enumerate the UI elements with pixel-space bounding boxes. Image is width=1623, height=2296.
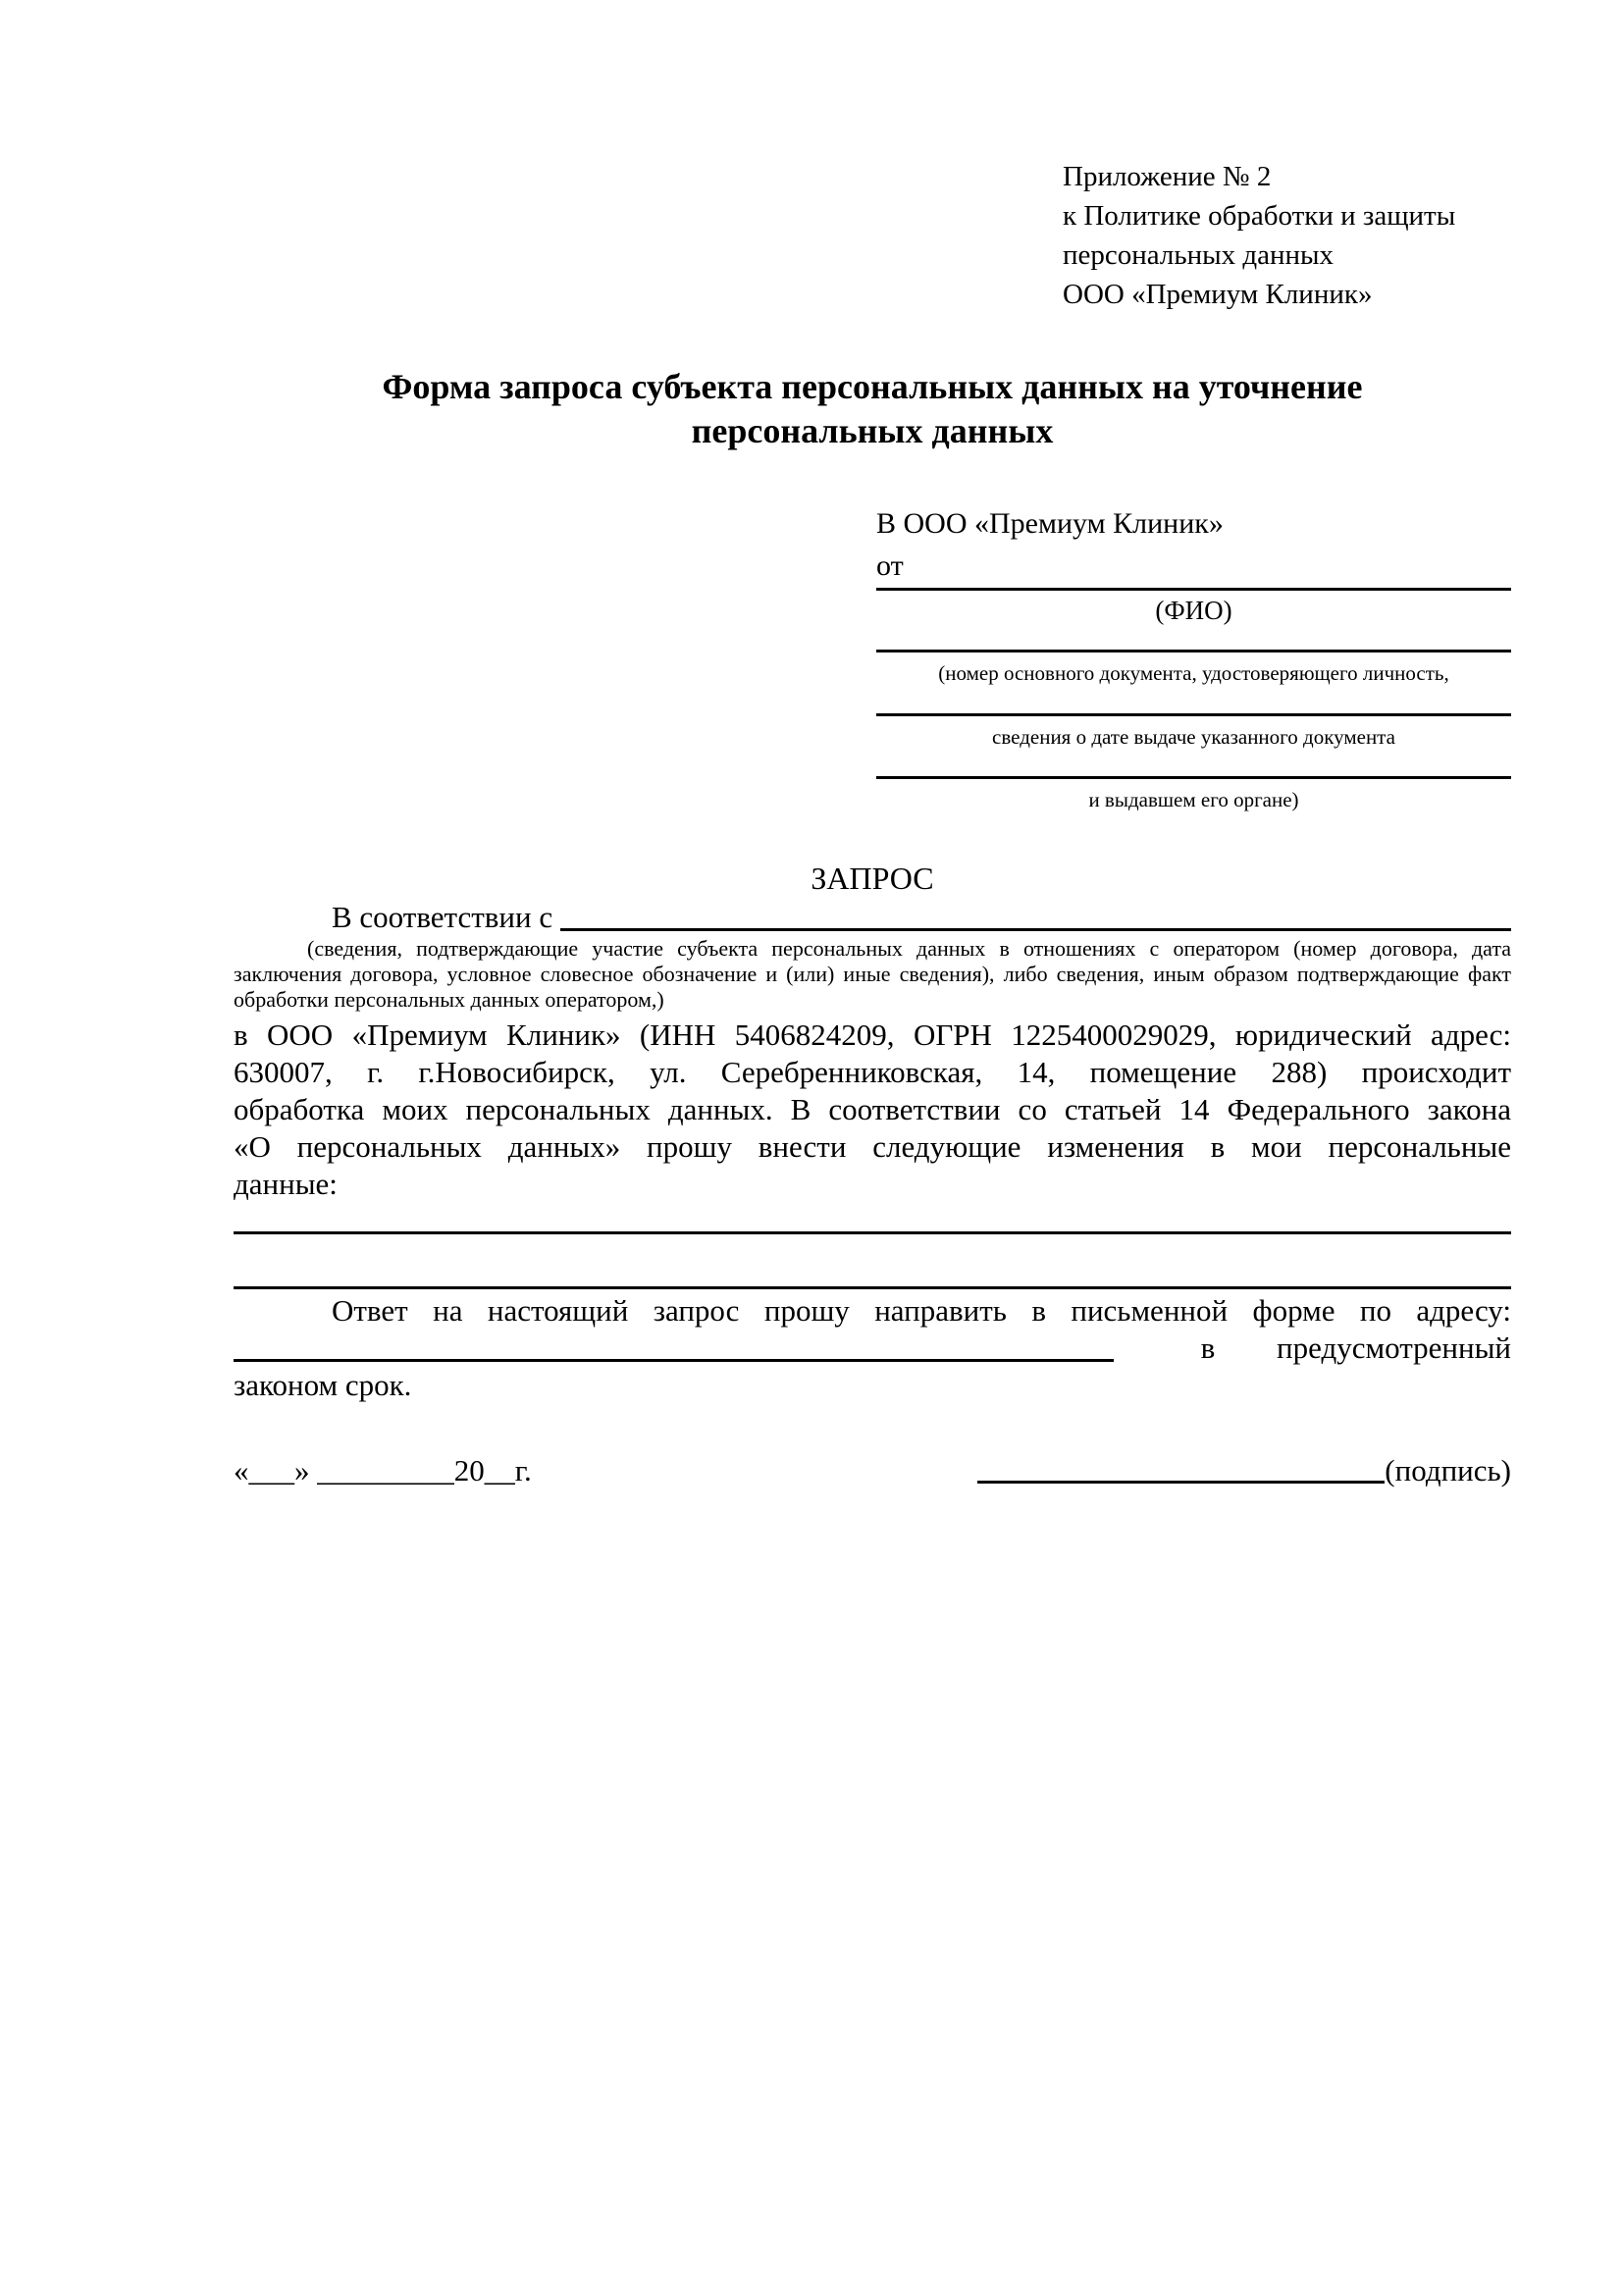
changes-blank-line-1[interactable] — [234, 1231, 1511, 1234]
doc-number-blank-line[interactable] — [876, 650, 1511, 652]
appendix-line-2: к Политике обработки и защиты — [1063, 200, 1456, 232]
issue-date-caption: сведения о дате выдаче указанного документа — [992, 725, 1395, 749]
address-blank-line[interactable] — [234, 1359, 1114, 1362]
reply-line-2-text: в предусмотренный — [1200, 1331, 1511, 1365]
title-line-2: персональных данных — [691, 411, 1054, 450]
request-body-line-2: 630007, г. г.Новосибирск, ул. Серебренниковская, 14, помещение 288) происходит — [234, 1055, 1511, 1089]
request-intro-text: В соответствии с — [332, 900, 553, 934]
appendix-line-3: персональных данных — [1063, 239, 1335, 271]
basis-caption — [234, 936, 1511, 1013]
basis-caption-line-1: (сведения, подтверждающие участие субъекта персональных данных в отношениях с оператором (номер договора, дата — [307, 936, 1511, 961]
signature-caption: (подпись) — [1385, 1453, 1511, 1487]
title-line-1: Форма запроса субъекта персональных данных на уточнение — [382, 367, 1363, 406]
signature-group — [977, 1451, 1511, 1490]
basis-blank-line[interactable] — [560, 928, 1511, 931]
request-body — [234, 1017, 1511, 1203]
reply-line-1: Ответ на настоящий запрос прошу направить в письменной форме по адресу: — [332, 1293, 1511, 1328]
basis-caption-line-2: заключения договора, условное словесное обозначение и (или) иные сведения), либо сведения, иным образом подтверждающие факт — [234, 962, 1511, 986]
addressee-organization: В ООО «Премиум Клиник» — [876, 507, 1224, 540]
request-heading: ЗАПРОС — [811, 861, 934, 896]
appendix-note — [1063, 157, 1511, 314]
request-body-line-4: «О персональных данных» прошу внести следующие изменения в мои персональные — [234, 1129, 1511, 1164]
basis-caption-line-3: обработки персональных данных оператором,) — [234, 987, 664, 1012]
page-content — [234, 0, 1511, 1490]
reply-line-2 — [234, 1330, 1511, 1367]
document-title — [234, 365, 1511, 453]
issuer-blank-line[interactable] — [876, 776, 1511, 779]
date-signature-row — [234, 1451, 1511, 1490]
request-body-line-1: в ООО «Премиум Клиник» (ИНН 5406824209, ОГРН 1225400029029, юридический адрес: — [234, 1018, 1511, 1052]
request-body-line-3: обработка моих персональных данных. В соответствии со статьей 14 Федерального закона — [234, 1092, 1511, 1126]
doc-number-caption: (номер основного документа, удостоверяющего личность, — [938, 661, 1449, 685]
request-intro-row — [234, 899, 1511, 936]
request-body-line-5: данные: — [234, 1167, 338, 1201]
changes-blank-line-2[interactable] — [234, 1286, 1511, 1289]
fio-caption: (ФИО) — [1155, 596, 1232, 625]
appendix-line-1: Приложение № 2 — [1063, 161, 1272, 192]
addressee-from-label: от — [876, 549, 904, 582]
appendix-line-4: ООО «Премиум Клиник» — [1063, 279, 1373, 310]
issue-date-blank-line[interactable] — [876, 713, 1511, 716]
fio-blank-line[interactable] — [876, 588, 1511, 591]
signature-blank-line[interactable] — [977, 1481, 1385, 1484]
reply-paragraph — [234, 1292, 1511, 1404]
reply-line-3: законом срок. — [234, 1368, 412, 1402]
addressee-block — [876, 500, 1511, 814]
date-blank[interactable]: «___» _________20__г. — [234, 1453, 532, 1487]
issuer-caption: и выдавшем его органе) — [1088, 788, 1299, 811]
